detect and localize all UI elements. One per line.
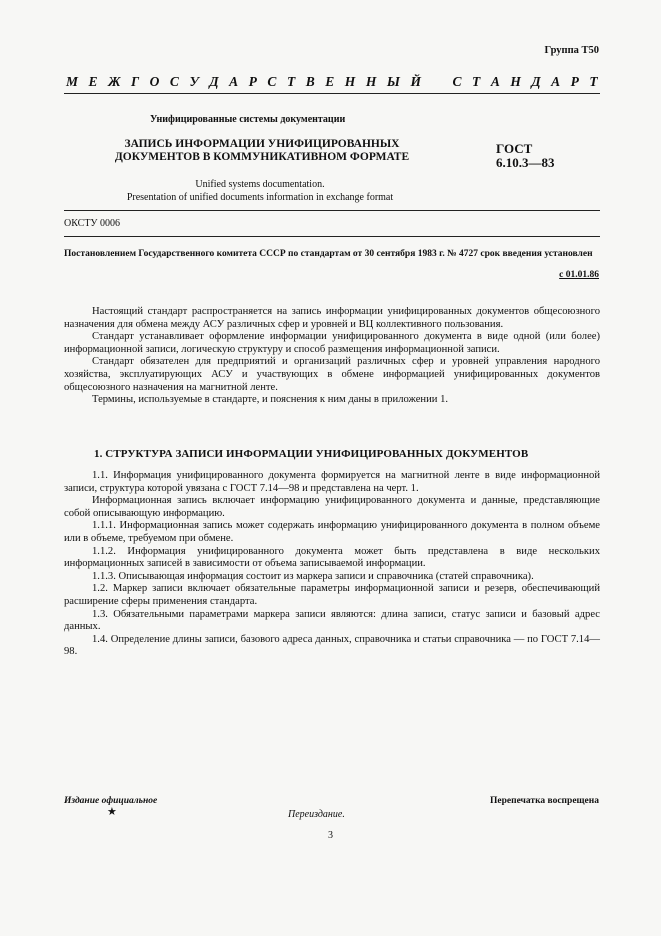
banner-letter: Н — [365, 74, 377, 89]
banner-letter: Е — [325, 74, 335, 89]
english-title — [100, 178, 420, 204]
gost-label: ГОСТ — [496, 141, 533, 156]
section-paragraph: 1.1.3. Описывающая информация состоит из маркера записи и справочника (статей справочника). — [92, 570, 534, 582]
section-heading: 1. СТРУКТУРА ЗАПИСИ ИНФОРМАЦИИ УНИФИЦИРОВАННЫХ ДОКУМЕНТОВ — [94, 448, 529, 460]
banner-letter: С — [169, 74, 179, 89]
intro-paragraph: Настоящий стандарт распространяется на запись информации унифицированных документов общесоюзного назначения для обмена между АСУ различных сфер и уровней и ВЦ коллективного пользования. — [64, 306, 600, 330]
standard-series: Унифицированные системы документации — [150, 114, 346, 125]
section-paragraph: 1.2. Маркер записи включает обязательные параметры информационной записи и резерв, обеспечивающий расширение сферы применения стандарта. — [64, 583, 600, 607]
english-title-line-2: Presentation of unified documents information in exchange format — [126, 192, 394, 203]
banner-letter: Й — [410, 74, 421, 89]
title-line-2: ДОКУМЕНТОВ В КОММУНИКАТИВНОМ ФОРМАТЕ — [114, 151, 410, 163]
banner-letter: Р — [570, 74, 579, 89]
reprint-prohibited: Перепечатка воспрещена — [489, 796, 599, 806]
banner-letter: О — [149, 74, 160, 89]
banner-letter: У — [189, 74, 199, 89]
section-paragraph: 1.1.2. Информация унифицированного документа может быть представлена в виде нескольких информационных записей в зависимости от объема записываемой информации. — [64, 545, 600, 570]
section-paragraph: 1.1. Информация унифицированного документа формируется на магнитной ленте в виде информационной записи, структура которой увязана с ГОСТ 7.14—98 и представлена на черт. 1. — [64, 470, 600, 494]
gost-code: 6.10.3—83 — [496, 155, 555, 170]
title-line-1: ЗАПИСЬ ИНФОРМАЦИИ УНИФИЦИРОВАННЫХ — [124, 138, 400, 150]
header-rule-top — [64, 93, 600, 94]
intro-text — [64, 306, 600, 407]
effective-date: с 01.01.86 — [559, 270, 599, 280]
banner-letter: Т — [589, 74, 598, 89]
banner-letter: В — [305, 74, 315, 89]
reissue-note: Переиздание. — [288, 809, 345, 820]
banner-letter: Е — [88, 74, 98, 89]
banner-letter: Ж — [108, 74, 121, 89]
interstate-standard-banner — [66, 74, 598, 90]
banner-letter: М — [66, 74, 79, 89]
official-edition: Издание официальное — [64, 796, 158, 806]
banner-letter: Н — [510, 74, 521, 89]
banner-letter: Г — [130, 74, 140, 89]
banner-letter: А — [490, 74, 500, 89]
banner-letter: А — [551, 74, 561, 89]
banner-letter: С — [452, 74, 462, 89]
okstu-rule — [64, 236, 600, 237]
banner-letter: С — [267, 74, 277, 89]
banner-letter: Ы — [386, 74, 400, 89]
intro-paragraph: Стандарт обязателен для предприятий и организаций различных сфер и уровней управления народного хозяйства, эксплуатирующих АСУ и участвующих в обмене информацией унифицированных документов общесоюзного назначения на магнитной ленте. — [64, 356, 600, 393]
decree-text: Постановлением Государственного комитета СССР по стандартам от 30 сентября 1983 г. № 4727 срок введения установлен — [64, 249, 593, 259]
intro-paragraph: Термины, используемые в стандарте, и пояснения к ним даны в приложении 1. — [92, 394, 449, 406]
intro-paragraph: Стандарт устанавливает оформление информации унифицированного документа в виде одной (или более) информационной записи, логическую структуру и способ размещения информационной записи. — [64, 331, 600, 355]
banner-letter: Р — [248, 74, 257, 89]
banner-letter: Д — [209, 74, 219, 89]
gost-number — [496, 142, 555, 170]
english-title-line-1: Unified systems documentation. — [195, 179, 325, 190]
page-number: 3 — [328, 830, 333, 841]
section-paragraph: 1.4. Определение длины записи, базового адреса данных, справочника и статьи справочника — по ГОСТ 7.14—98. — [64, 633, 600, 658]
banner-letter: А — [229, 74, 239, 89]
header-rule-bottom — [64, 210, 600, 211]
section-paragraph: 1.1.1. Информационная запись может содержать информацию унифицированного документа в полном объеме или в объеме, требуемом при обмене. — [64, 520, 600, 544]
banner-letter: Т — [286, 74, 296, 89]
banner-letter: Т — [472, 74, 481, 89]
section-1-text — [64, 470, 600, 659]
section-paragraph: Информационная запись включает информацию унифицированного документа и данные, представляющие собой описывающую информацию. — [64, 495, 600, 519]
section-paragraph: 1.3. Обязательными параметрами маркера записи являются: длина записи, статус записи и базовый адрес данных. — [64, 608, 600, 633]
star-icon: ★ — [107, 806, 117, 818]
document-title — [92, 138, 432, 164]
banner-letter: Д — [531, 74, 541, 89]
banner-letter: Н — [344, 74, 356, 89]
group-code: Группа Т50 — [544, 45, 599, 56]
okstu-code: ОКСТУ 0006 — [64, 218, 121, 229]
